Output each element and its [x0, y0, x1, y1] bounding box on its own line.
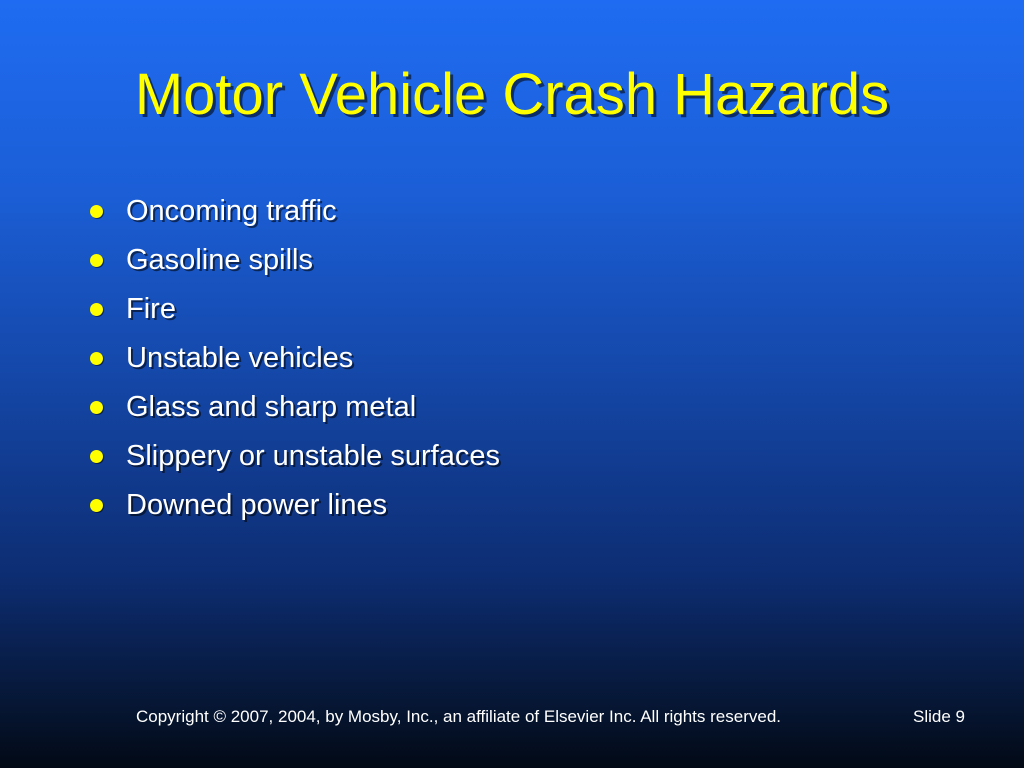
slide-number: Slide 9: [913, 707, 965, 726]
bullet-dot-icon: [90, 205, 103, 218]
bullet-text: Unstable vehicles: [126, 342, 354, 374]
bullet-dot-icon: [90, 401, 103, 414]
bullet-item: [86, 285, 500, 334]
bullet-text: Gasoline spills: [126, 244, 313, 276]
bullet-item: [86, 383, 500, 432]
bullet-item: [86, 187, 500, 236]
bullet-text: Slippery or unstable surfaces: [126, 440, 500, 472]
bullet-item: [86, 481, 500, 530]
bullet-dot-icon: [90, 254, 103, 267]
bullet-dot-icon: [90, 352, 103, 365]
bullet-item: [86, 236, 500, 285]
bullet-dot-icon: [90, 450, 103, 463]
bullet-text: Fire: [126, 293, 176, 325]
footer-copyright: Copyright © 2007, 2004, by Mosby, Inc., an affiliate of Elsevier Inc. All rights reserved.: [136, 707, 781, 726]
bullet-dot-icon: [90, 303, 103, 316]
bullet-list: [86, 187, 500, 530]
slide-title: Motor Vehicle Crash Hazards: [134, 62, 890, 127]
bullet-item: [86, 432, 500, 481]
bullet-text: Oncoming traffic: [126, 195, 337, 227]
bullet-text: Glass and sharp metal: [126, 391, 417, 423]
bullet-item: [86, 334, 500, 383]
bullet-text: Downed power lines: [126, 489, 388, 521]
bullet-dot-icon: [90, 499, 103, 512]
